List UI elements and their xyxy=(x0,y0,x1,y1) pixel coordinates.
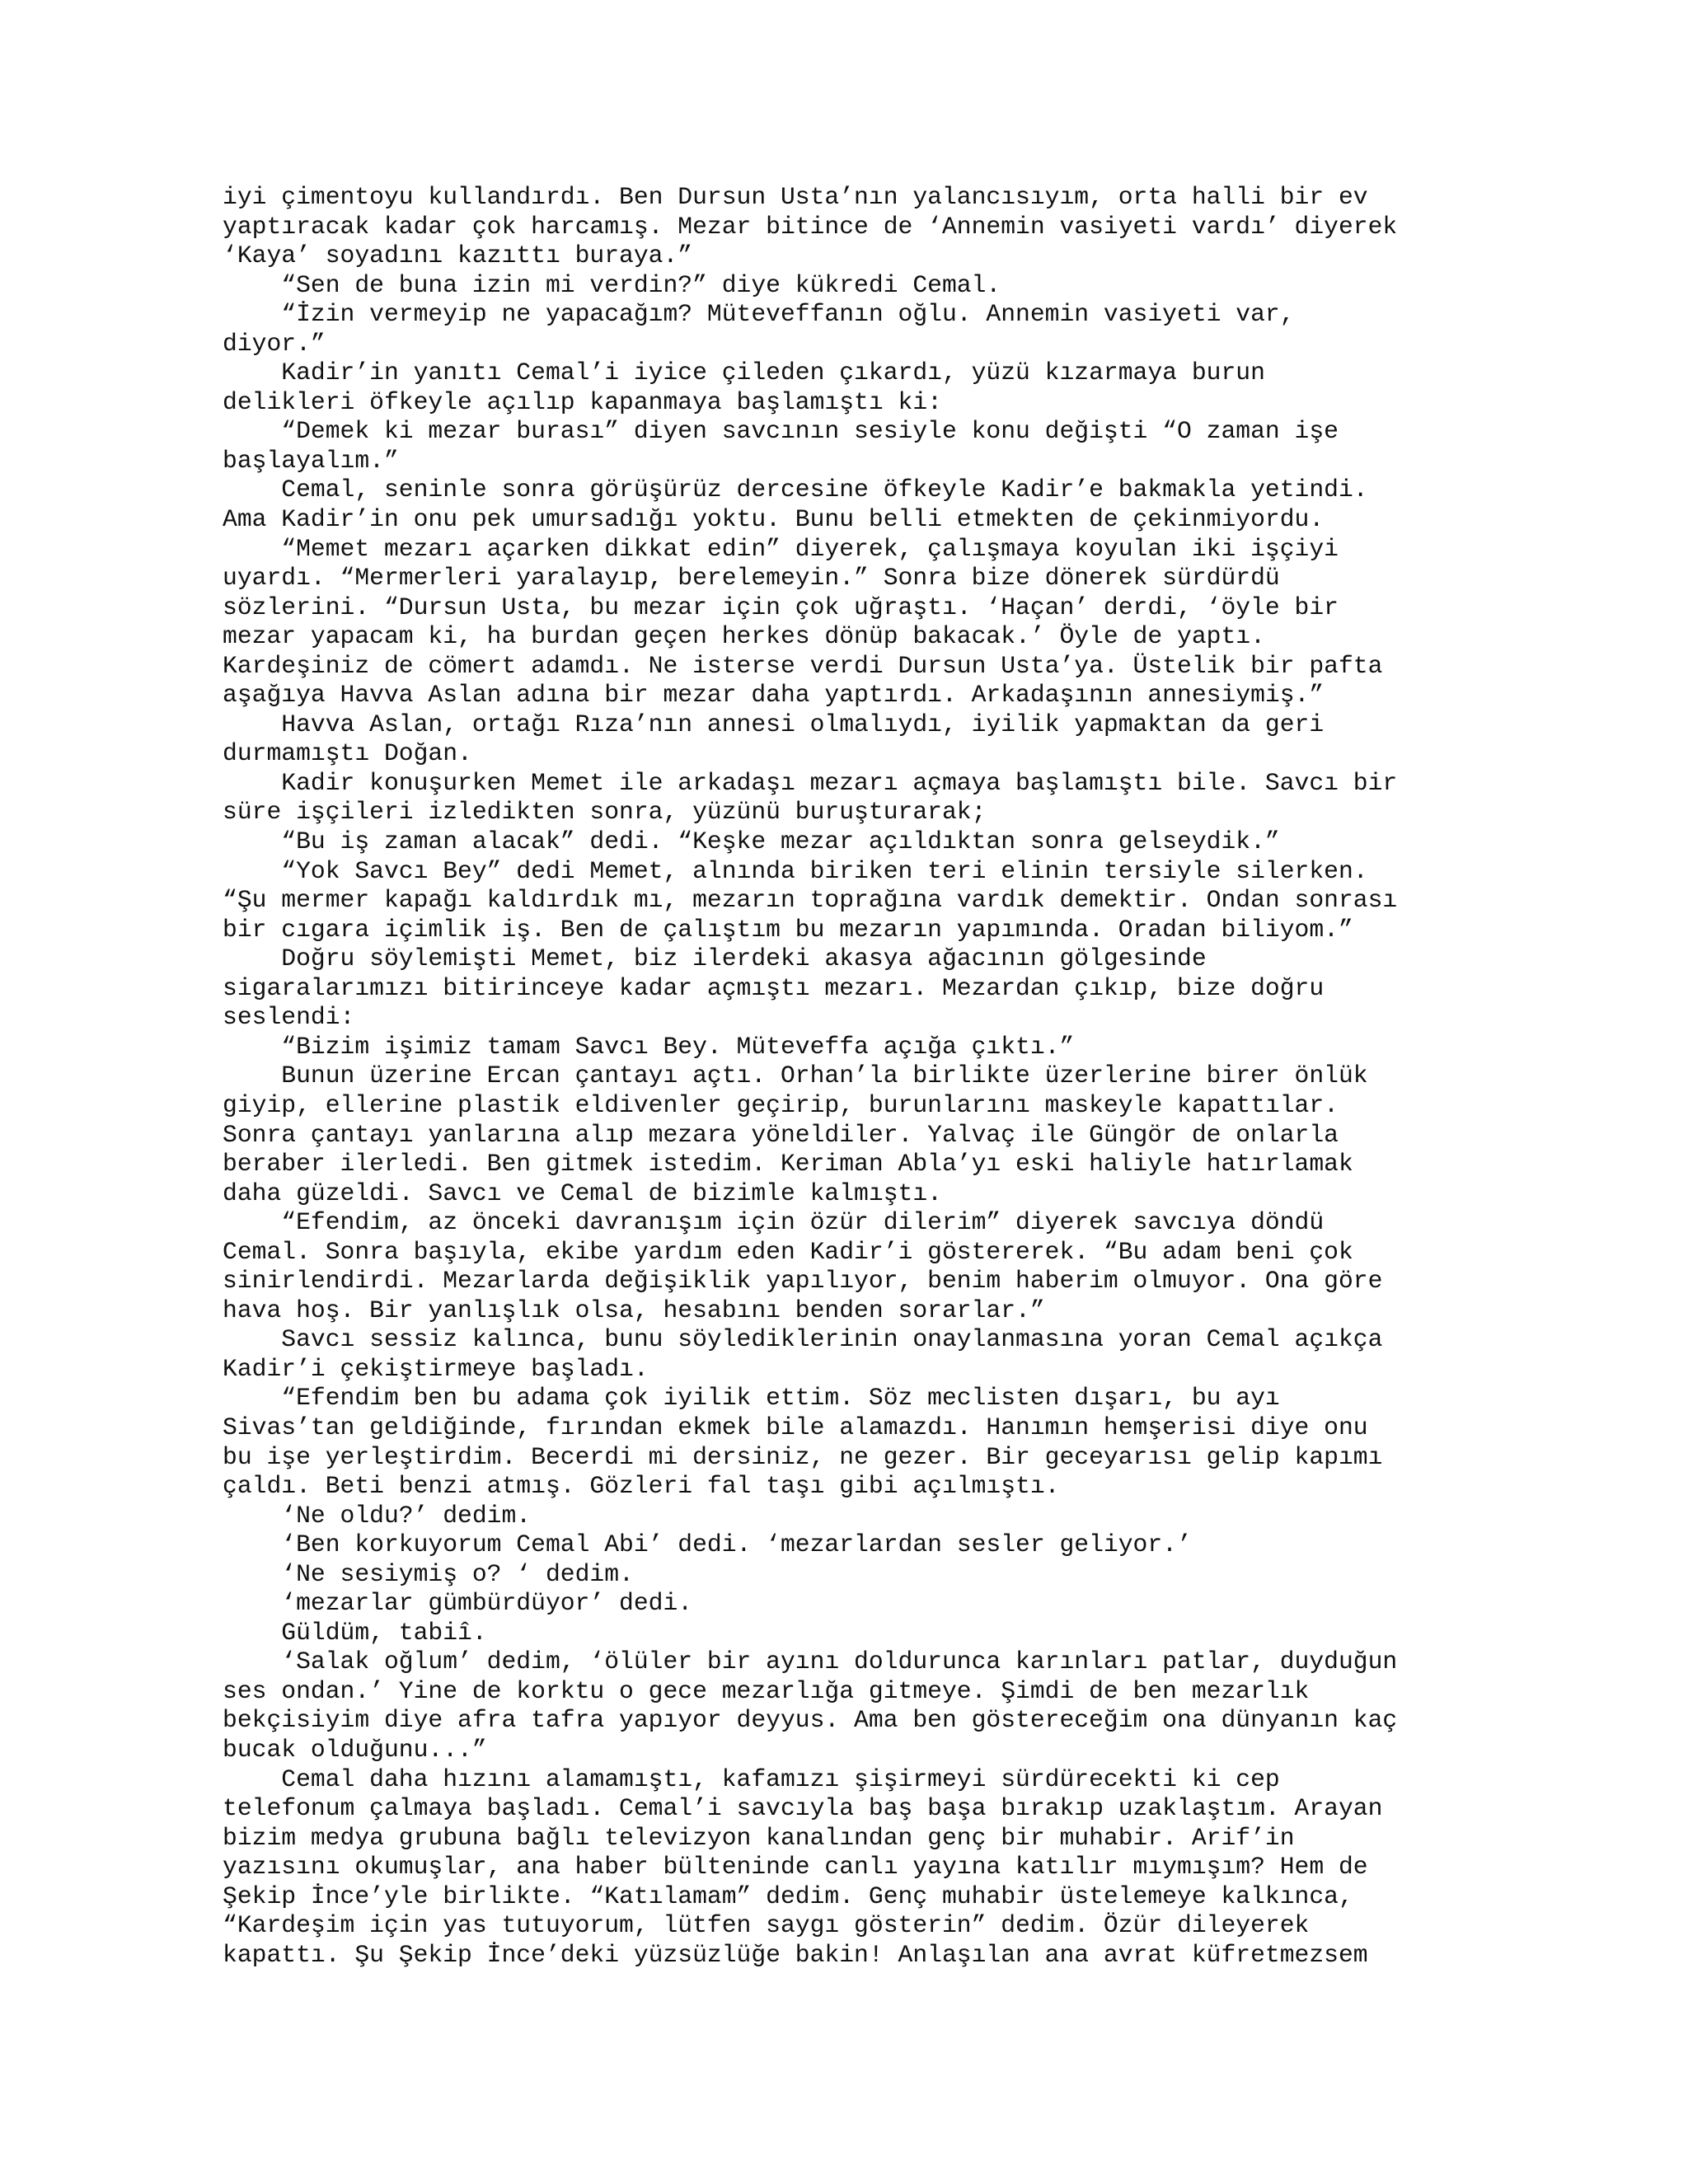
text-line: daha güzeldi. Savcı ve Cemal de bizimle kalmıştı. xyxy=(223,1179,942,1207)
text-line: başlayalım.” xyxy=(223,446,399,475)
text-line: Güldüm, tabiî. xyxy=(223,1618,487,1647)
text-line: Havva Aslan, ortağı Rıza’nın annesi olmalıydı, iyilik yapmaktan da geri xyxy=(223,710,1325,738)
text-line: sinirlendirdi. Mezarlarda değişiklik yapılıyor, benim haberim olmuyor. Ona göre xyxy=(223,1267,1383,1296)
text-line: Kadir’i çekiştirmeye başladı. xyxy=(223,1354,649,1383)
text-line: “Sen de buna izin mi verdin?” diye kükredi Cemal. xyxy=(223,270,1001,299)
document-body xyxy=(223,183,1459,1970)
text-line: bizim medya grubuna bağlı televizyon kanalından genç bir muhabir. Arif’in xyxy=(223,1823,1295,1852)
text-line: Sivas’tan geldiğinde, fırından ekmek bile alamazdı. Hanımın hemşerisi diye onu xyxy=(223,1413,1368,1441)
text-line: diyor.” xyxy=(223,329,326,358)
text-line: Sonra çantayı yanlarına alıp mezara yöneldiler. Yalvaç ile Güngör de onlarla xyxy=(223,1120,1339,1149)
text-line: “Bizim işimiz tamam Savcı Bey. Müteveffa açığa çıktı.” xyxy=(223,1032,1075,1061)
text-line: “Efendim, az önceki davranışım için özür dilerim” diyerek savcıya döndü xyxy=(223,1208,1325,1237)
text-line: bu işe yerleştirdim. Becerdi mi dersiniz, ne gezer. Bir geceyarısı gelip kapımı xyxy=(223,1442,1383,1471)
text-line: ‘Ben korkuyorum Cemal Abi’ dedi. ‘mezarlardan sesler geliyor.’ xyxy=(223,1530,1192,1559)
text-line: Cemal daha hızını alamamıştı, kafamızı şişirmeyi sürdürecekti ki cep xyxy=(223,1765,1280,1793)
text-line: kapattı. Şu Şekip İnce’deki yüzsüzlüğe bakin! Anlaşılan ana avrat küfretmezsem xyxy=(223,1940,1368,1969)
text-line: aşağıya Havva Aslan adına bir mezar daha yaptırdı. Arkadaşının annesiymiş.” xyxy=(223,681,1325,710)
text-line: ‘Kaya’ soyadını kazıttı buraya.” xyxy=(223,241,693,270)
text-line: mezar yapacam ki, ha burdan geçen herkes dönüp bakacak.’ Öyle de yaptı. xyxy=(223,622,1265,651)
text-line: “Kardeşim için yas tutuyorum, lütfen saygı gösterin” dedim. Özür dileyerek xyxy=(223,1911,1310,1940)
text-line: “Efendim ben bu adama çok iyilik ettim. Söz meclisten dışarı, bu ayı xyxy=(223,1384,1280,1413)
text-line: telefonum çalmaya başladı. Cemal’i savcıyla baş başa bırakıp uzaklaştım. Arayan xyxy=(223,1794,1383,1823)
text-line: yaptıracak kadar çok harcamış. Mezar bitince de ‘Annemin vasiyeti vardı’ diyerek xyxy=(223,212,1398,241)
text-line: Cemal, seninle sonra görüşürüz dercesine öfkeyle Kadir’e bakmakla yetindi. xyxy=(223,476,1368,504)
text-line: sözlerini. “Dursun Usta, bu mezar için çok uğraştı. ‘Haçan’ derdi, ‘öyle bir xyxy=(223,593,1339,621)
text-line: delikleri öfkeyle açılıp kapanmaya başlamıştı ki: xyxy=(223,387,942,416)
text-line: uyardı. “Mermerleri yaralayıp, berelemeyin.” Sonra bize dönerek sürdürdü xyxy=(223,564,1280,593)
text-line: seslendi: xyxy=(223,1003,355,1032)
text-line: Şekip İnce’yle birlikte. “Katılamam” dedim. Genç muhabir üstelemeye kalkınca, xyxy=(223,1882,1353,1910)
text-line: bucak olduğunu...” xyxy=(223,1735,487,1764)
text-line: “Bu iş zaman alacak” dedi. “Keşke mezar açıldıktan sonra gelseydik.” xyxy=(223,827,1280,856)
text-line: beraber ilerledi. Ben gitmek istedim. Keriman Abla’yı eski haliyle hatırlamak xyxy=(223,1150,1353,1179)
text-line: durmamıştı Doğan. xyxy=(223,739,472,768)
text-line: “İzin vermeyip ne yapacağım? Müteveffanın oğlu. Annemin vasiyeti var, xyxy=(223,300,1295,329)
text-line: ‘Ne oldu?’ dedim. xyxy=(223,1501,532,1530)
text-line: Cemal. Sonra başıyla, ekibe yardım eden Kadir’i göstererek. “Bu adam beni çok xyxy=(223,1237,1353,1266)
text-line: Ama Kadir’in onu pek umursadığı yoktu. Bunu belli etmekten de çekinmiyordu. xyxy=(223,505,1325,534)
text-line: hava hoş. Bir yanlışlık olsa, hesabını benden sorarlar.” xyxy=(223,1296,1045,1324)
text-line: süre işçileri izledikten sonra, yüzünü buruşturarak; xyxy=(223,798,987,827)
text-line: ‘Salak oğlum’ dedim, ‘ölüler bir ayını doldurunca karınları patlar, duyduğun xyxy=(223,1647,1398,1676)
text-line: “Şu mermer kapağı kaldırdık mı, mezarın toprağına vardık demektir. Ondan sonrası xyxy=(223,886,1398,915)
text-line: Doğru söylemişti Memet, biz ilerdeki akasya ağacının gölgesinde xyxy=(223,944,1207,973)
text-line: yazısını okumuşlar, ana haber bülteninde canlı yayına katılır mıymışım? Hem de xyxy=(223,1853,1368,1882)
text-line: Kadir konuşurken Memet ile arkadaşı mezarı açmaya başlamıştı bile. Savcı bir xyxy=(223,768,1398,797)
text-line: Kadir’in yanıtı Cemal’i iyice çileden çıkardı, yüzü kızarmaya burun xyxy=(223,359,1265,387)
text-line: çaldı. Beti benzi atmış. Gözleri fal taşı gibi açılmıştı. xyxy=(223,1472,1060,1501)
text-line: bir cıgara içimlik iş. Ben de çalıştım bu mezarın yapımında. Oradan biliyom.” xyxy=(223,915,1353,944)
text-line: Savcı sessiz kalınca, bunu söylediklerinin onaylanmasına yoran Cemal açıkça xyxy=(223,1325,1383,1354)
text-line: “Memet mezarı açarken dikkat edin” diyerek, çalışmaya koyulan iki işçiyi xyxy=(223,534,1339,563)
text-line: “Demek ki mezar burası” diyen savcının sesiyle konu değişti “O zaman işe xyxy=(223,417,1339,446)
text-line: giyip, ellerine plastik eldivenler geçirip, burunlarını maskeyle kapattılar. xyxy=(223,1090,1339,1119)
text-line: sigaralarımızı bitirinceye kadar açmıştı mezarı. Mezardan çıkıp, bize doğru xyxy=(223,973,1325,1002)
text-line: bekçisiyim diye afra tafra yapıyor deyyus. Ama ben göstereceğim ona dünyanın kaç xyxy=(223,1706,1398,1735)
text-line: ses ondan.’ Yine de korktu o gece mezarlığa gitmeye. Şimdi de ben mezarlık xyxy=(223,1676,1310,1705)
text-line: Kardeşiniz de cömert adamdı. Ne isterse verdi Dursun Usta’ya. Üstelik bir pafta xyxy=(223,651,1383,680)
text-line: ‘Ne sesiymiş o? ‘ dedim. xyxy=(223,1559,634,1588)
text-line: iyi çimentoyu kullandırdı. Ben Dursun Usta’nın yalancısıyım, orta halli bir ev xyxy=(223,183,1368,211)
text-line: Bunun üzerine Ercan çantayı açtı. Orhan’la birlikte üzerlerine birer önlük xyxy=(223,1062,1368,1090)
text-line: “Yok Savcı Bey” dedi Memet, alnında biriken teri elinin tersiyle silerken. xyxy=(223,856,1368,885)
text-line: ‘mezarlar gümbürdüyor’ dedi. xyxy=(223,1589,693,1618)
